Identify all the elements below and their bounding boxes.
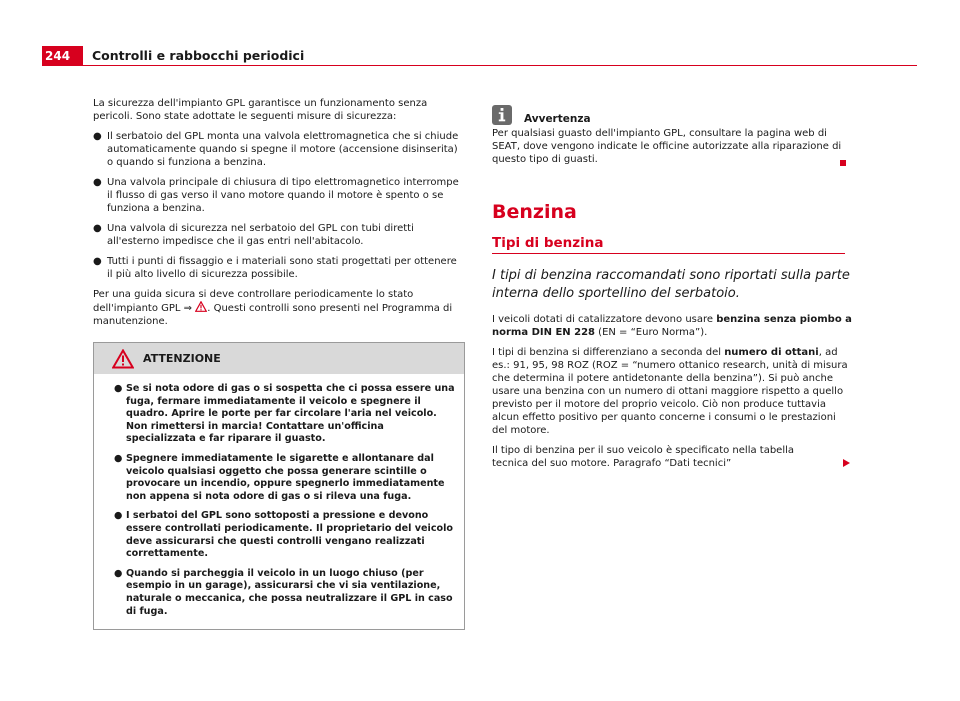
warning-body xyxy=(94,374,464,629)
info-note-icon xyxy=(492,105,512,125)
warning-ref-icon[interactable] xyxy=(195,301,207,312)
closing-text-before: Per una guida sicura si deve controllare periodicamente lo stato dell'impianto GPL ⇒ xyxy=(93,289,414,314)
bullet-icon: ● xyxy=(114,383,123,394)
note-paragraph xyxy=(492,127,852,166)
text-run: , ad es.: 91, 95, 98 ROZ (ROZ = “numero ottanico research, unità di misura che determina il potere antidetonante della benzina”). Si può anche usare una benzina con un numero di ottani maggiore rispetto a quello previsto per il motore del proprio veicolo. Ciò non produce tuttavia alcun effetto positivo per quanto concerne i consumi o le prestazioni del motore. xyxy=(492,347,848,436)
list-item xyxy=(114,568,456,618)
section-title: Benzina xyxy=(492,201,577,223)
bullet-icon: ● xyxy=(93,223,102,234)
list-item xyxy=(114,510,456,560)
bullet-icon: ● xyxy=(114,567,123,579)
text-run: Il tipo di benzina per il suo veicolo è specificato nella tabella tecnica del suo motore. Paragrafo “Dati tecnici” xyxy=(492,445,795,469)
list-item-text: Spegnere immediatamente le sigarette e allontanare dal veicolo qualsiasi oggetto che possa generare scintille o provocare un incendio, oppure spegnerlo immediatamente non appena si nota odore di gas o si rileva una fuga. xyxy=(126,452,445,502)
warning-triangle-icon xyxy=(112,349,134,369)
warning-title: ATTENZIONE xyxy=(143,352,221,365)
list-item xyxy=(114,453,456,503)
page-number: 244 xyxy=(42,46,83,66)
list-item-text: Il serbatoio del GPL monta una valvola elettromagnetica che si chiude automaticamente quando si spegne il motore (accensione disinserita) o quando si funziona a benzina. xyxy=(107,131,459,168)
bullet-icon: ● xyxy=(93,256,102,267)
list-item xyxy=(93,176,465,215)
subsection-title: Tipi di benzina xyxy=(492,237,845,254)
end-of-section-marker xyxy=(840,160,846,166)
header-rule xyxy=(83,65,917,66)
warning-box xyxy=(93,342,465,630)
list-item xyxy=(93,130,465,169)
closing-paragraph xyxy=(93,288,465,328)
warning-header xyxy=(94,343,464,374)
list-item-text: I serbatoi del GPL sono sottoposti a pressione e devono essere controllati periodicamente. Il proprietario del veicolo deve assicurarsi che questi controlli vengano realizzati correttamente. xyxy=(126,510,454,560)
paragraph-octane xyxy=(492,346,852,437)
text-run: I veicoli dotati di catalizzatore devono usare xyxy=(492,314,717,325)
right-column xyxy=(492,103,852,477)
list-item-text: Se si nota odore di gas o si sospetta che ci possa essere una fuga, fermare immediatamente il veicolo e spegnere il quadro. Aprire le porte per far circolare l'aria nel veicolo. Non rimettersi in marcia! Contattare un'officina specializzata e far riparare il guasto. xyxy=(126,383,455,445)
intro-paragraph: La sicurezza dell'impianto GPL garantisce un funzionamento senza pericoli. Sono state adottate le seguenti misure di sicurezza: xyxy=(93,98,428,122)
note-end-row xyxy=(492,166,852,172)
closing-text-after: . Questi controlli sono presenti nel Programma di manutenzione. xyxy=(93,303,453,327)
note-text: Per qualsiasi guasto dell'impianto GPL, consultare la pagina web di SEAT, dove vengono indicate le officine autorizzate alla riparazione di questo tipo di guasti. xyxy=(492,128,842,165)
note-title: Avvertenza xyxy=(524,113,591,125)
list-item-text: Tutti i punti di fissaggio e i materiali sono stati progettati per ottenere il più alto livello di sicurezza possibile. xyxy=(107,256,457,280)
page-header xyxy=(0,0,960,70)
bullet-icon: ● xyxy=(93,131,102,142)
paragraph-catalyst xyxy=(492,313,852,339)
text-run: (EN = “Euro Norma”). xyxy=(595,327,708,338)
list-item-text: Una valvola di sicurezza nel serbatoio del GPL con tubi diretti all'esterno impedisce che il gas entri nell'abitacolo. xyxy=(107,223,414,247)
list-item xyxy=(93,222,465,248)
subsection-intro: I tipi di benzina raccomandati sono riportati sulla parte interna dello sportellino del serbatoio. xyxy=(492,268,850,301)
bold-term: benzina senza piombo a norma DIN EN 228 xyxy=(492,314,852,338)
text-run: I tipi di benzina si differenziano a seconda del xyxy=(492,347,725,358)
continue-arrow-icon xyxy=(843,459,850,467)
left-column xyxy=(93,97,465,630)
list-item-text: Una valvola principale di chiusura di tipo elettromagnetico interrompe il flusso di gas verso il vano motore quando il motore è spento o se funziona a benzina. xyxy=(107,177,459,214)
paragraph-fuel-type xyxy=(492,444,852,470)
bullet-icon: ● xyxy=(114,452,123,464)
bullet-icon: ● xyxy=(114,510,123,522)
bold-term: numero di ottani xyxy=(724,347,819,358)
bullet-icon: ● xyxy=(93,177,102,188)
list-item-text: Quando si parcheggia il veicolo in un luogo chiuso (per esempio in un garage), assicurarsi che vi sia ventilazione, naturale o meccanica, che possa neutralizzare il GPL in caso di fuga. xyxy=(126,567,453,617)
chapter-title: Controlli e rabbocchi periodici xyxy=(92,48,305,63)
list-item xyxy=(114,383,456,446)
note-header xyxy=(492,103,852,125)
list-item xyxy=(93,255,465,281)
